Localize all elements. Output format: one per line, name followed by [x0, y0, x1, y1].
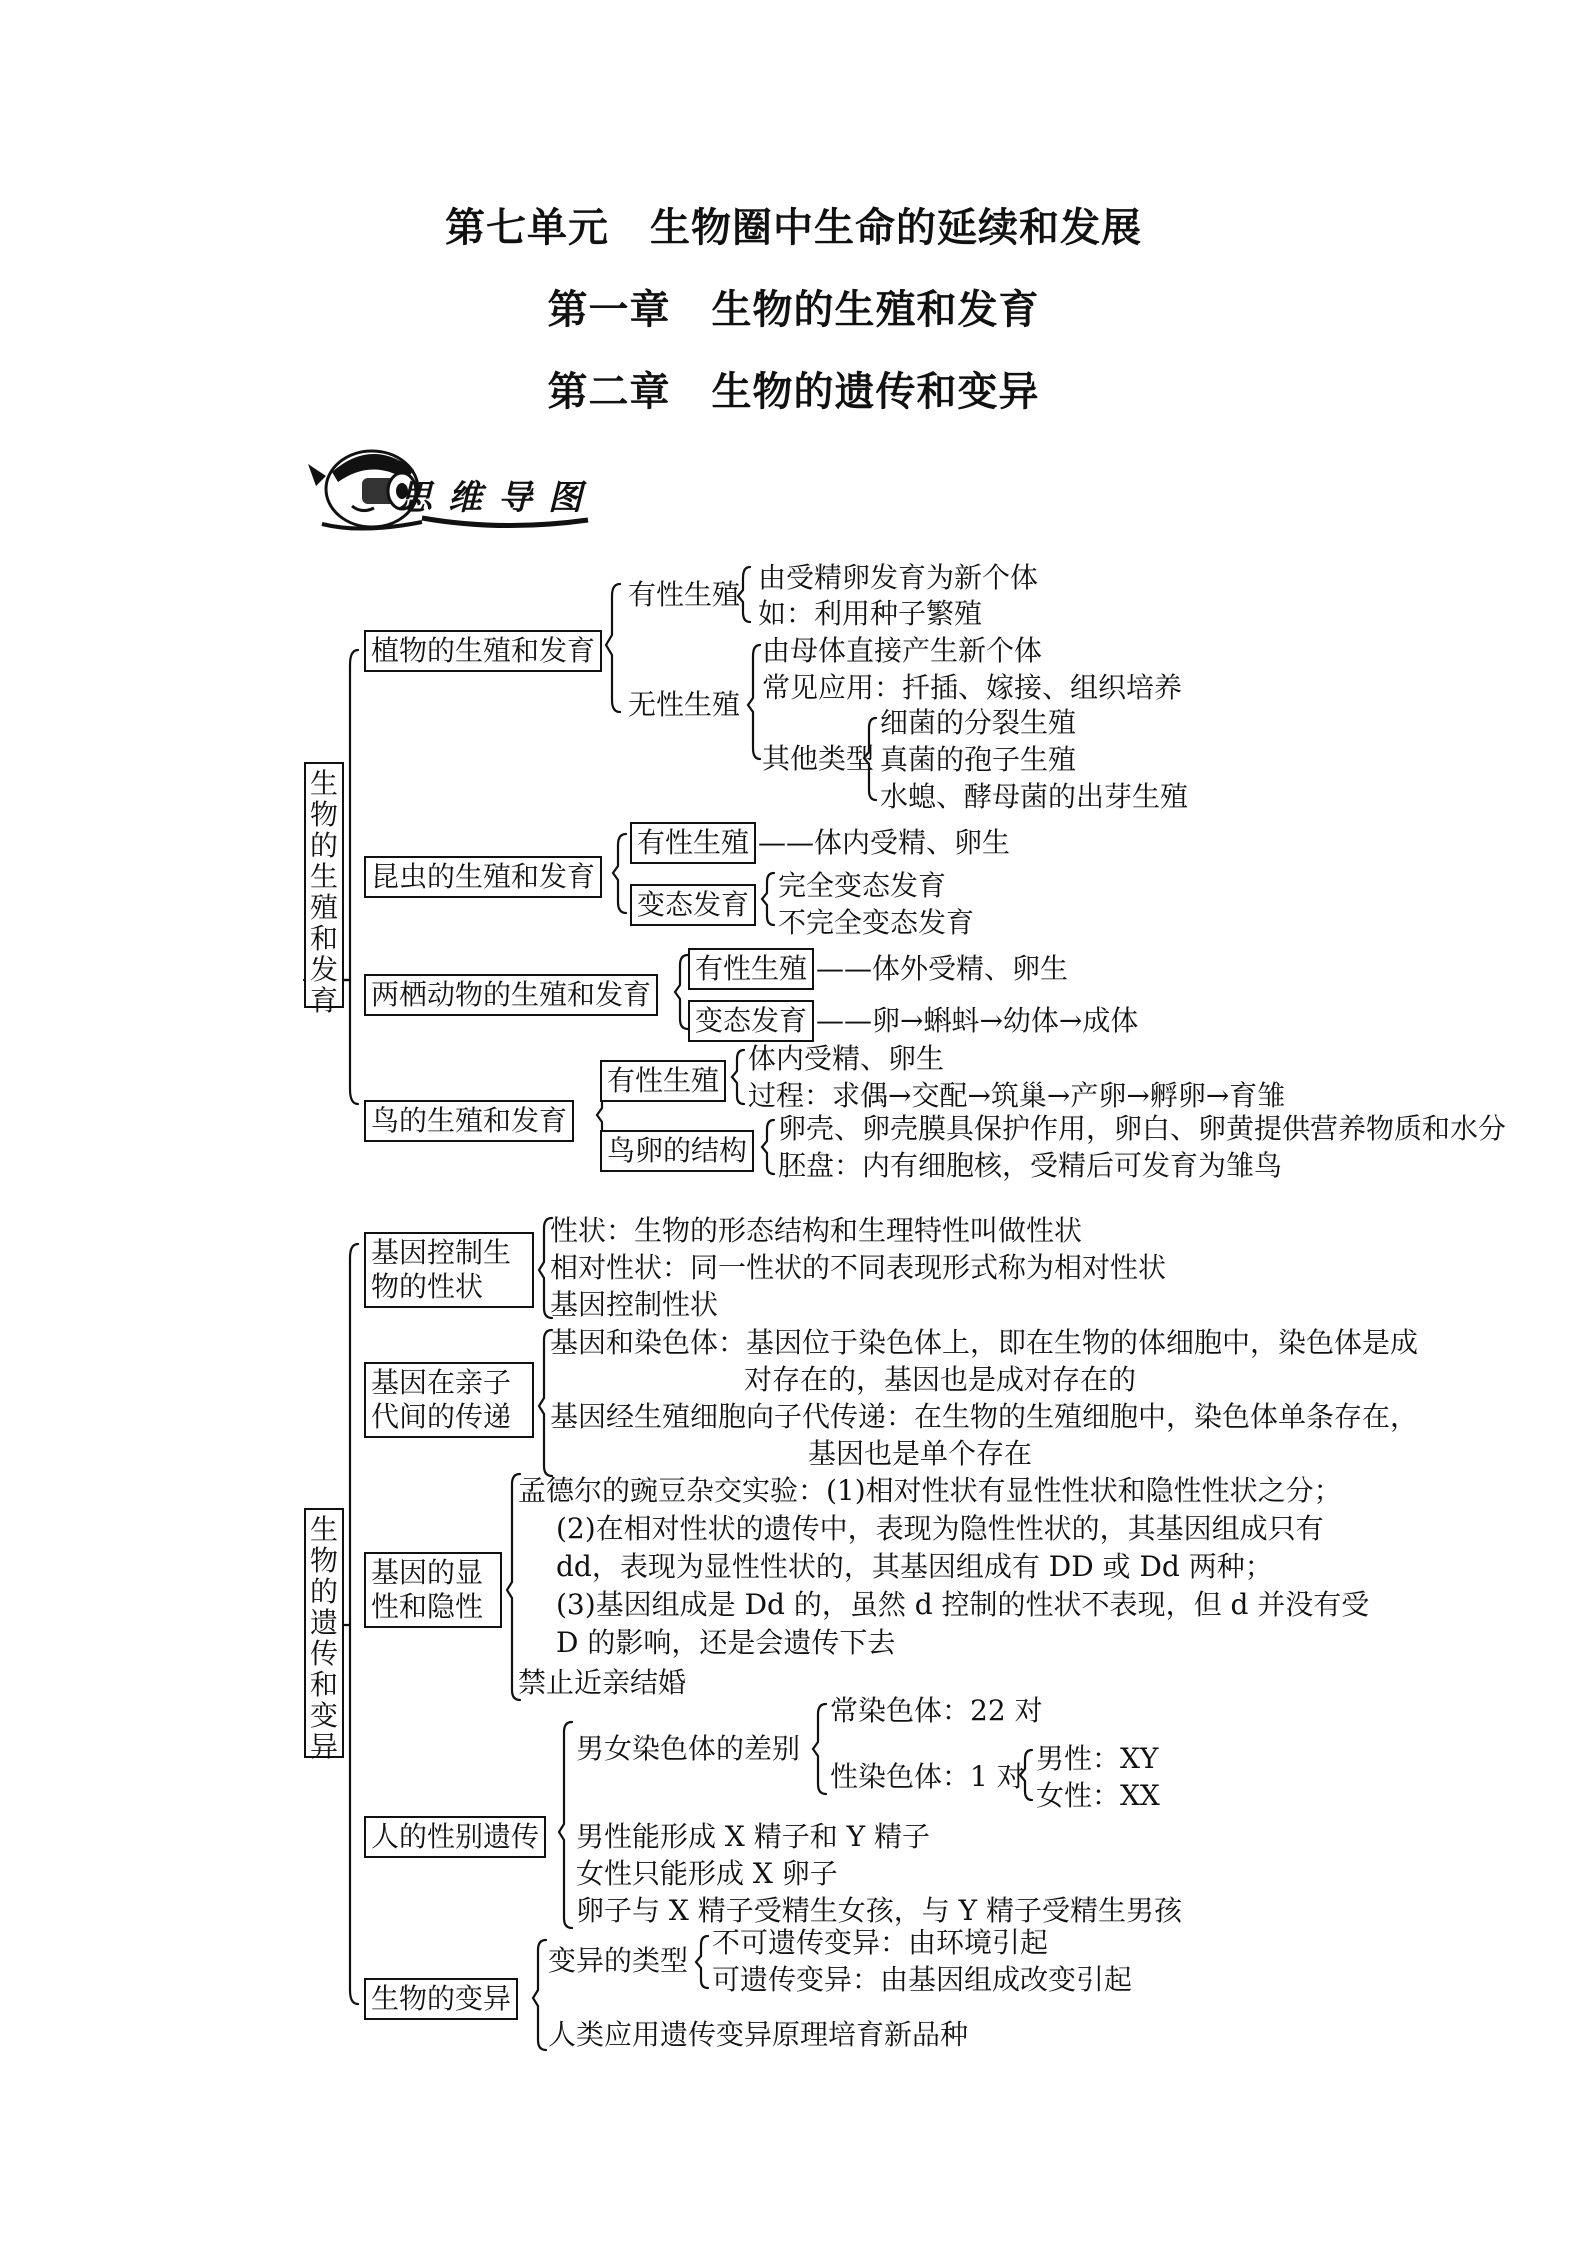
bird-box: 鸟的生殖和发育 [364, 1100, 574, 1142]
sex-male: 男性：XY [1036, 1742, 1159, 1775]
variation-box: 生物的变异 [364, 1978, 518, 2020]
bird-egg-item: 胚盘：内有细胞核，受精后可发育为雏鸟 [778, 1149, 1283, 1182]
gene-transfer-item: 对存在的，基因也是成对存在的 [744, 1363, 1137, 1396]
sex-diff-label: 男女染色体的差别 [576, 1732, 801, 1765]
plant-other-item: 真菌的孢子生殖 [880, 743, 1077, 776]
dominance-box [364, 1552, 502, 1628]
insect-meta-box: 变态发育 [630, 884, 756, 926]
unit-title: 第七单元 生物圈中生命的延续和发展 [445, 204, 1142, 251]
sex-item: 卵子与 X 精子受精生女孩，与 Y 精子受精生男孩 [576, 1894, 1183, 1927]
root2-char: 物 [309, 1544, 338, 1577]
gene-transfer-item: 基因和染色体：基因位于染色体上，即在生物的体细胞中，染色体是成 [550, 1326, 1419, 1359]
root1-char: 物 [309, 798, 338, 831]
gene-transfer-label: 基因在亲子 [371, 1366, 512, 1399]
gene-control-item: 性状：生物的形态结构和生理特性叫做性状 [550, 1214, 1083, 1247]
dominance-line: (2)在相对性状的遗传中，表现为隐性性状的，其基因组成只有 [556, 1512, 1324, 1545]
gene-transfer-box [364, 1362, 534, 1438]
plant-asexual-item: 常见应用：扦插、嫁接、组织培养 [762, 671, 1183, 704]
variation-apply: 人类应用遗传变异原理培育新品种 [548, 2018, 969, 2051]
dominance-line: 孟德尔的豌豆杂交实验：(1)相对性状有显性性状和隐性性状之分； [518, 1474, 1342, 1507]
gene-control-label: 物的性状 [371, 1270, 484, 1303]
dominance-label: 基因的显 [371, 1556, 484, 1589]
bird-sexual-box: 有性生殖 [600, 1060, 726, 1102]
sex-item: 女性只能形成 X 卵子 [576, 1857, 838, 1890]
insect-sexual-desc: ——体内受精、卵生 [758, 826, 1011, 859]
plant-asexual-item: 由母体直接产生新个体 [762, 634, 1043, 667]
root1-char: 生 [309, 860, 338, 893]
bird-egg-box: 鸟卵的结构 [600, 1130, 754, 1172]
gene-control-item: 相对性状：同一性状的不同表现形式称为相对性状 [550, 1251, 1167, 1284]
dominance-label: 性和隐性 [371, 1590, 484, 1623]
plant-sexual-label: 有性生殖 [628, 578, 741, 611]
section1-root-box [304, 762, 344, 1017]
chapter1-title: 第一章 生物的生殖和发育 [547, 286, 1040, 333]
chapter2-title: 第二章 生物的遗传和变异 [547, 368, 1040, 415]
insect-meta-item: 不完全变态发育 [778, 906, 975, 939]
sex-female: 女性：XX [1036, 1779, 1160, 1812]
plant-sexual-item: 如：利用种子繁殖 [758, 597, 983, 630]
variation-type-item: 可遗传变异：由基因组成改变引起 [712, 1963, 1133, 1996]
dominance-line: D 的影响，还是会遗传下去 [556, 1626, 896, 1659]
mindmap-title: 思维导图 [398, 478, 598, 518]
root1-char: 的 [309, 829, 338, 862]
insect-meta-item: 完全变态发育 [778, 869, 947, 902]
gene-transfer-item: 基因经生殖细胞向子代传递：在生物的生殖细胞中，染色体单条存在， [550, 1400, 1419, 1433]
plant-other-types-label: 其他类型 [762, 742, 875, 775]
gene-control-box [364, 1232, 534, 1308]
variation-type-item: 不可遗传变异：由环境引起 [712, 1926, 1049, 1959]
plant-other-item: 水螅、酵母菌的出芽生殖 [880, 780, 1189, 813]
root2-char: 异 [309, 1730, 338, 1763]
sex-autosome: 常染色体：22 对 [830, 1694, 1043, 1727]
bird-sexual-item: 体内受精、卵生 [748, 1042, 945, 1075]
plant-box: 植物的生殖和发育 [364, 630, 602, 672]
insect-sexual-box: 有性生殖 [630, 822, 756, 864]
plant-asexual-label: 无性生殖 [628, 688, 741, 721]
plant-other-item: 细菌的分裂生殖 [880, 706, 1077, 739]
root2-char: 传 [309, 1637, 338, 1670]
root2-char: 遗 [309, 1606, 338, 1639]
amphibian-box: 两栖动物的生殖和发育 [364, 974, 658, 1016]
amphibian-sexual-desc: ——体外受精、卵生 [816, 952, 1069, 985]
variation-types-label: 变异的类型 [548, 1944, 689, 1977]
root2-char: 和 [309, 1668, 338, 1701]
sex-chrom: 性染色体：1 对 [830, 1760, 1025, 1793]
section2-root-box [304, 1508, 344, 1763]
root2-char: 变 [309, 1699, 338, 1732]
gene-control-item: 基因控制性状 [550, 1288, 719, 1321]
root1-char: 生 [309, 767, 338, 800]
gene-transfer-label: 代间的传递 [371, 1400, 512, 1433]
plant-sexual-item: 由受精卵发育为新个体 [758, 561, 1039, 594]
bird-sexual-item: 过程：求偶→交配→筑巢→产卵→孵卵→育雏 [748, 1079, 1286, 1112]
sex-box: 人的性别遗传 [364, 1816, 546, 1858]
dominance-line: dd，表现为显性性状的，其基因组成有 DD 或 Dd 两种； [556, 1550, 1273, 1583]
gene-control-label: 基因控制生 [371, 1236, 512, 1269]
root1-char: 育 [309, 984, 338, 1017]
root1-char: 和 [309, 922, 338, 955]
root2-char: 的 [309, 1575, 338, 1608]
root1-char: 发 [309, 953, 338, 986]
dominance-line: (3)基因组成是 Dd 的，虽然 d 控制的性状不表现，但 d 并没有受 [556, 1588, 1370, 1621]
dominance-ban: 禁止近亲结婚 [518, 1666, 687, 1699]
amphibian-meta-desc: ——卵→蝌蚪→幼体→成体 [816, 1004, 1139, 1037]
insect-box: 昆虫的生殖和发育 [364, 856, 602, 898]
sex-item: 男性能形成 X 精子和 Y 精子 [576, 1820, 931, 1853]
amphibian-meta-box: 变态发育 [688, 1000, 814, 1042]
amphibian-sexual-box: 有性生殖 [688, 948, 814, 990]
bird-egg-item: 卵壳、卵壳膜具保护作用，卵白、卵黄提供营养物质和水分 [778, 1112, 1507, 1145]
root1-char: 殖 [309, 891, 338, 924]
gene-transfer-item: 基因也是单个存在 [808, 1437, 1033, 1470]
root2-char: 生 [309, 1513, 338, 1546]
